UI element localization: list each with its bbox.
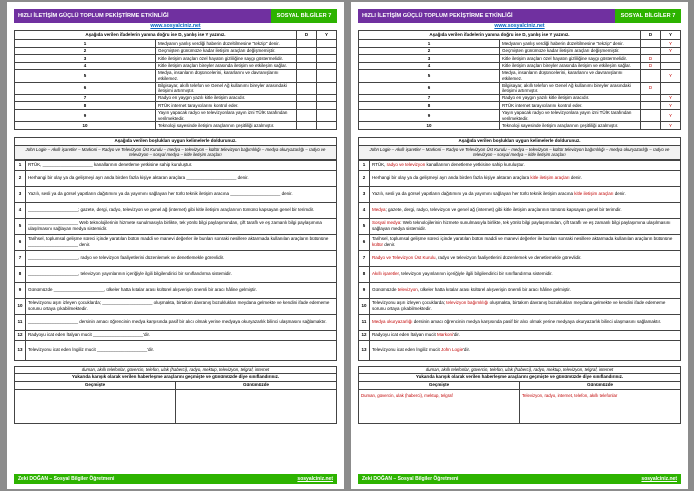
tf-instruction: Aşağıda verilen ifadelerin yanına doğru ise D, yanlış ise Y yazınız. xyxy=(15,31,297,40)
tf-statement: Kitle iletişim araçları bireyler arasında iletişim ve etkileşim sağlar. xyxy=(500,62,641,70)
header-subject: SOSYAL BİLGİLER 7 xyxy=(271,9,337,23)
fill-post: , radyo ve televizyon faaliyetlerini düzenlemek ve denetlemekle görevlidir. xyxy=(435,255,582,261)
fill-post: oluşmakta, birtakım davranış bozuklukları meydana gelmekte ve kendini ifade edememe sorunu ortaya çıkabilmektedir. xyxy=(372,300,666,312)
col-y: Y xyxy=(661,31,681,40)
tf-d-cell[interactable] xyxy=(297,122,317,130)
tf-statement: Medyanın yanlış verdiği haberin düzeltilmesine "tekzip" denir. xyxy=(156,40,297,48)
tf-row xyxy=(359,82,681,94)
tf-d-cell xyxy=(641,40,661,48)
tf-row xyxy=(15,47,337,55)
tf-statement: Bilgisayar, akıllı telefon ve Genel Ağ kullanımı bireyler arasındaki iletişimi artırmıştır. xyxy=(156,82,297,94)
word-bank-table xyxy=(358,137,681,160)
fill-instruction: Aşağıda verilen boşlukları uygun kelimelerle doldurunuz. xyxy=(15,137,337,145)
fill-number: 1 xyxy=(359,160,370,170)
fill-post: , televizyon yayınlarının içeriğiyle ilgili bilgilendirici bir sınıflandırma sistemidir. xyxy=(398,271,553,277)
tf-number: 9 xyxy=(15,109,156,121)
fill-number: 2 xyxy=(15,170,26,186)
tf-d-cell[interactable] xyxy=(297,82,317,94)
fill-number: 6 xyxy=(15,234,26,250)
fill-row xyxy=(15,218,337,234)
tf-instruction: Aşağıda verilen ifadelerin yanına doğru ise D, yanlış ise Y yazınız. xyxy=(359,31,641,40)
classify-instruction: Yukarıda karışık olarak verilen haberleşme araçlarını geçmişte ve günümüzde diye sınıflandırınız. xyxy=(359,373,681,381)
past-answer-cell[interactable] xyxy=(15,389,176,423)
classify-table xyxy=(358,366,681,424)
fill-post: denir. xyxy=(613,191,626,197)
header-title: HIZLI İLETİŞİM GÜÇLÜ TOPLUM PEKİŞTİRME ETKİNLİĞİ xyxy=(14,9,271,23)
fill-row xyxy=(15,266,337,282)
fill-answer: Akıllı işaretler xyxy=(372,271,399,277)
fill-sentence xyxy=(370,170,681,186)
fill-number: 10 xyxy=(15,298,26,314)
tf-d-cell[interactable] xyxy=(297,94,317,102)
site-link[interactable]: www.sosyalciniz.net xyxy=(150,23,201,29)
tf-number: 3 xyxy=(359,55,500,63)
tf-d-cell xyxy=(641,102,661,110)
fill-row xyxy=(359,314,681,330)
past-answer-cell: Duman, güvercin, ulak (haberci), mektup, telgraf xyxy=(359,389,520,423)
header-subject: SOSYAL BİLGİLER 7 xyxy=(615,9,681,23)
fill-post: , ülkeler hatta kıtalar arası kültürel alışverişin önemli bir aracı hâline gelmiştir. xyxy=(417,287,571,293)
tf-y-cell[interactable] xyxy=(317,70,337,82)
tf-d-cell xyxy=(641,70,661,82)
fill-row xyxy=(15,298,337,314)
fill-post: kanallarının denetleme yetkisine sahip kuruluştur. xyxy=(425,162,525,168)
fill-row xyxy=(15,282,337,298)
fill-sentence[interactable]: ____________________, televizyon yayınlarının içeriğiyle ilgili bilgilendirici bir sınıflandırma sistemidir. xyxy=(26,266,337,282)
tf-d-cell[interactable] xyxy=(297,55,317,63)
tf-number: 2 xyxy=(15,47,156,55)
fill-post: denir. xyxy=(569,175,582,181)
fill-pre: Televizyonu aşırı izleyen çocuklarda; xyxy=(372,300,447,306)
tf-row xyxy=(15,122,337,130)
page-footer xyxy=(358,474,681,484)
fill-sentence xyxy=(370,266,681,282)
fill-pre: Tarihsel, toplumsal gelişme süreci içinde yaratılan bütün maddi ve manevi değerler ile bunları sonraki nesillere aktarmada kullanılan araçların bütününe xyxy=(372,236,673,242)
fill-row xyxy=(359,186,681,202)
fill-pre: Yazılı, sesli ya da görsel yapıtların dağıtımını ya da yayımını sağlayan her türlü teknik iletişim aracına xyxy=(372,191,575,197)
fill-answer: Medya okuryazarlığı xyxy=(372,319,413,325)
fill-number: 2 xyxy=(359,170,370,186)
col-today: Günümüzde xyxy=(520,381,681,389)
tf-row xyxy=(359,62,681,70)
tf-statement: Medya, insanların düşüncelerini, kararlarını ve davranışlarını etkilemez. xyxy=(156,70,297,82)
classify-words: duman, akıllı telefonlar, güvercin, telefon, ulak (haberci), radyo, mektup, televizyon, telgraf, internet xyxy=(15,366,337,373)
fill-sentence[interactable]: ____________________, radyo ve televizyon faaliyetlerini düzenlemek ve denetlemekle görevlidir. xyxy=(26,250,337,266)
fill-sentence xyxy=(370,160,681,170)
fill-post: : Web teknolojilerinin hizmete sunulmasıyla birlikte, tek yönlü bilgi paylaşımından, çift taraflı ve eş zamanlı bilgi paylaşımına ulaşılmasını sağlayan medya sistemidir. xyxy=(372,220,671,232)
tf-number: 4 xyxy=(15,62,156,70)
tf-y-cell xyxy=(661,55,681,63)
tf-statement: Radyo en yaygın yazılı kitle iletişim aracıdır. xyxy=(500,94,641,102)
fill-sentence[interactable]: ____________________ dersinin amacı öğrencinin medya karşısında pasif bir alıcı olmak yerine medyaya okuryazarlık bilinci ulaşmasını sağlamaktır. xyxy=(26,314,337,330)
tf-d-cell[interactable] xyxy=(297,40,317,48)
tf-d-cell[interactable] xyxy=(297,70,317,82)
tf-y-cell[interactable] xyxy=(317,62,337,70)
tf-d-cell xyxy=(641,109,661,121)
tf-d-cell[interactable] xyxy=(297,102,317,110)
footer-link[interactable]: sosyalciniz.net xyxy=(297,476,333,482)
fill-number: 13 xyxy=(359,340,370,360)
tf-statement: Geçmişten günümüze kadar iletişim araçları değişmemiştir. xyxy=(500,47,641,55)
tf-row xyxy=(15,55,337,63)
fill-answer: kitle iletişim araçları xyxy=(574,191,614,197)
page-header xyxy=(358,9,681,23)
fill-row xyxy=(15,186,337,202)
true-false-table xyxy=(358,30,681,130)
fill-post: 'dir. xyxy=(463,347,470,353)
tf-y-cell: Y xyxy=(661,94,681,102)
fill-sentence xyxy=(370,234,681,250)
tf-d-cell[interactable] xyxy=(297,62,317,70)
tf-y-cell[interactable] xyxy=(317,102,337,110)
footer-author: Zeki DOĞAN – Sosyal Bilgiler Öğretmeni xyxy=(362,476,459,482)
fill-number: 9 xyxy=(15,282,26,298)
fill-sentence[interactable]: Herhangi bir olay ya da gelişmeyi ayrı anda birden fazla kişiye aktaran araçlara ____________________ denir. xyxy=(26,170,337,186)
fill-number: 5 xyxy=(15,218,26,234)
fill-row xyxy=(15,160,337,170)
tf-number: 6 xyxy=(15,82,156,94)
fill-post: ; gazete, dergi, radyo, televizyon ve genel ağ (internet) gibi kitle iletişim araçlarının tümünü kapsayan genel bir terimdir. xyxy=(385,207,622,213)
tf-number: 2 xyxy=(359,47,500,55)
fill-sentence xyxy=(370,186,681,202)
tf-statement: Kitle iletişim araçları özel hayatın gizliliğine saygı göstermelidir. xyxy=(156,55,297,63)
fill-number: 5 xyxy=(359,218,370,234)
tf-number: 1 xyxy=(359,40,500,48)
fill-row xyxy=(359,298,681,314)
fill-number: 4 xyxy=(15,202,26,218)
fill-sentence xyxy=(370,330,681,340)
fill-number: 11 xyxy=(359,314,370,330)
tf-number: 4 xyxy=(359,62,500,70)
word-bank: John Logie – Akıllı işaretler – Markoni – Radyo ve Televizyon Üst Kurulu – medya – televizyon – kültür televizyon bağımlılığı – medya okuryazarlığı – radyo ve televizyon – sosyal medya – kitle iletişim araçları xyxy=(359,145,681,159)
fill-row xyxy=(359,202,681,218)
tf-row xyxy=(359,102,681,110)
fill-blank-table xyxy=(14,160,337,361)
classify-words: duman, akıllı telefonlar, güvercin, telefon, ulak (haberci), radyo, mektup, televizyon, telgraf, internet xyxy=(359,366,681,373)
classify-instruction: Yukarıda karışık olarak verilen haberleşme araçlarını geçmişte ve günümüzde diye sınıflandırınız. xyxy=(15,373,337,381)
fill-number: 7 xyxy=(359,250,370,266)
tf-row xyxy=(359,122,681,130)
tf-statement: Kitle iletişim araçları özel hayatın gizliliğine saygı göstermelidir. xyxy=(500,55,641,63)
tf-row xyxy=(359,47,681,55)
fill-number: 12 xyxy=(15,330,26,340)
tf-number: 6 xyxy=(359,82,500,94)
word-bank-table xyxy=(14,137,337,160)
tf-row xyxy=(15,102,337,110)
tf-statement: RTÜK internet tarayıcılarını kontrol eder. xyxy=(156,102,297,110)
fill-number: 4 xyxy=(359,202,370,218)
tf-y-cell: Y xyxy=(661,102,681,110)
fill-number: 8 xyxy=(15,266,26,282)
fill-blank-table xyxy=(358,160,681,361)
tf-number: 8 xyxy=(359,102,500,110)
tf-number: 3 xyxy=(15,55,156,63)
fill-row xyxy=(359,340,681,360)
fill-row xyxy=(359,330,681,340)
tf-row xyxy=(359,40,681,48)
fill-pre: RTÜK, xyxy=(372,162,387,168)
fill-pre: Televizyonu icat eden İngiliz mucit xyxy=(372,347,442,353)
fill-sentence[interactable]: Radyoyu icat eden İtalyan mucit ____________________'dir. xyxy=(26,330,337,340)
fill-sentence xyxy=(370,298,681,314)
tf-row xyxy=(359,109,681,121)
fill-pre: Herhangi bir olay ya da gelişmeyi ayrı anda birden fazla kişiye aktaran araçlara xyxy=(372,175,531,181)
fill-number: 7 xyxy=(15,250,26,266)
footer-author: Zeki DOĞAN – Sosyal Bilgiler Öğretmeni xyxy=(18,476,115,482)
tf-statement: Teknoloji sayesinde iletişim araçlarının çeşitliliği azalmıştır. xyxy=(500,122,641,130)
fill-row xyxy=(15,234,337,250)
tf-y-cell: Y xyxy=(661,40,681,48)
tf-y-cell: Y xyxy=(661,47,681,55)
fill-post: 'dir. xyxy=(453,332,460,338)
today-answer-cell: Televizyon, radyo, internet, telefon, akıllı telefonlar xyxy=(520,389,681,423)
today-answer-cell[interactable] xyxy=(176,389,337,423)
fill-answer: Radyo ve Televizyon Üst Kurulu xyxy=(372,255,436,261)
fill-row xyxy=(359,250,681,266)
fill-number: 12 xyxy=(359,330,370,340)
tf-statement: Geçmişten günümüze kadar iletişim araçları değişmemiştir. xyxy=(156,47,297,55)
tf-row xyxy=(359,55,681,63)
tf-number: 5 xyxy=(359,70,500,82)
page-header xyxy=(14,9,337,23)
tf-row xyxy=(359,70,681,82)
tf-y-cell[interactable] xyxy=(317,94,337,102)
tf-y-cell xyxy=(661,62,681,70)
tf-number: 5 xyxy=(15,70,156,82)
tf-row xyxy=(15,62,337,70)
tf-row xyxy=(15,70,337,82)
fill-row xyxy=(359,282,681,298)
col-today: Günümüzde xyxy=(176,381,337,389)
fill-answer: radyo ve televizyon xyxy=(386,162,426,168)
fill-number: 3 xyxy=(359,186,370,202)
fill-sentence[interactable]: Günümüzde ____________________, ülkeler hatta kıtalar arası kültürel alışverişin önemli bir aracı hâline gelmiştir. xyxy=(26,282,337,298)
tf-number: 1 xyxy=(15,40,156,48)
fill-answer: John Logie xyxy=(441,347,464,353)
fill-sentence[interactable]: RTÜK, ____________________ kanallarının denetleme yetkisine sahip kuruluştur. xyxy=(26,160,337,170)
fill-post: dersinin amacı öğrencinin medya karşısında pasif bir alıcı olmak yerine medyaya okuryazarlık bilinci ulaşmasını sağlamaktır. xyxy=(412,319,662,325)
fill-sentence xyxy=(370,340,681,360)
tf-d-cell: D xyxy=(641,82,661,94)
tf-statement: Bilgisayar, akıllı telefon ve Genel Ağ kullanımı bireyler arasındaki iletişimi artırmıştır. xyxy=(500,82,641,94)
fill-sentence[interactable]: ____________________; gazete, dergi, radyo, televizyon ve genel ağ (internet) gibi kitle iletişim araçlarının tümünü kapsayan genel bir terimdir. xyxy=(26,202,337,218)
tf-d-cell: D xyxy=(641,62,661,70)
tf-y-cell[interactable] xyxy=(317,82,337,94)
fill-row xyxy=(359,160,681,170)
col-d: D xyxy=(641,31,661,40)
fill-number: 13 xyxy=(15,340,26,360)
fill-number: 10 xyxy=(359,298,370,314)
col-d: D xyxy=(297,31,317,40)
fill-sentence xyxy=(370,250,681,266)
fill-sentence[interactable]: Televizyonu icat eden İngiliz mucit ____________________'dir. xyxy=(26,340,337,360)
fill-sentence xyxy=(370,202,681,218)
tf-row xyxy=(359,94,681,102)
header-title: HIZLI İLETİŞİM GÜÇLÜ TOPLUM PEKİŞTİRME ETKİNLİĞİ xyxy=(358,9,615,23)
col-past: Geçmişte xyxy=(15,381,176,389)
tf-y-cell[interactable] xyxy=(317,122,337,130)
fill-pre: Günümüzde xyxy=(372,287,398,293)
tf-row xyxy=(15,94,337,102)
fill-number: 3 xyxy=(15,186,26,202)
true-false-table xyxy=(14,30,337,130)
tf-y-cell: Y xyxy=(661,122,681,130)
fill-number: 1 xyxy=(15,160,26,170)
tf-statement: Yayın yapacak radyo ve televizyonlara yayın izni TÜİK tarafından verilmektedir. xyxy=(500,109,641,121)
tf-d-cell[interactable] xyxy=(297,47,317,55)
tf-y-cell[interactable] xyxy=(317,55,337,63)
fill-row xyxy=(359,234,681,250)
tf-row xyxy=(15,40,337,48)
fill-row xyxy=(359,266,681,282)
fill-answer: televizyon bağımlılığı xyxy=(446,300,489,306)
site-link[interactable]: www.sosyalciniz.net xyxy=(494,23,545,29)
worksheet-page-answers xyxy=(351,2,688,489)
col-y: Y xyxy=(317,31,337,40)
page-footer xyxy=(14,474,337,484)
fill-row xyxy=(359,218,681,234)
tf-y-cell[interactable] xyxy=(317,47,337,55)
tf-number: 7 xyxy=(15,94,156,102)
tf-y-cell[interactable] xyxy=(317,40,337,48)
fill-sentence[interactable]: Televizyonu aşırı izleyen çocuklarda; ____________________ oluşmakta, birtakım davranış bozuklukları meydana gelmekte ve kendini ifade edememe sorunu ortaya çıkabilmektedir. xyxy=(26,298,337,314)
tf-statement: Teknoloji sayesinde iletişim araçlarının çeşitliliği azalmıştır. xyxy=(156,122,297,130)
col-past: Geçmişte xyxy=(359,381,520,389)
fill-row xyxy=(15,314,337,330)
tf-number: 7 xyxy=(359,94,500,102)
fill-number: 9 xyxy=(359,282,370,298)
tf-row xyxy=(15,82,337,94)
tf-d-cell xyxy=(641,122,661,130)
fill-sentence[interactable]: Yazılı, sesli ya da görsel yapıtların dağıtımını ya da yayımını sağlayan her türlü teknik iletişim aracına ____________________ denir. xyxy=(26,186,337,202)
tf-d-cell[interactable] xyxy=(297,109,317,121)
fill-sentence xyxy=(370,282,681,298)
tf-statement: Radyo en yaygın yazılı kitle iletişim aracıdır. xyxy=(156,94,297,102)
tf-row xyxy=(15,109,337,121)
tf-number: 8 xyxy=(15,102,156,110)
classify-table xyxy=(14,366,337,424)
tf-statement: RTÜK internet tarayıcılarını kontrol eder. xyxy=(500,102,641,110)
tf-number: 10 xyxy=(359,122,500,130)
fill-answer: televizyon xyxy=(397,287,418,293)
fill-number: 6 xyxy=(359,234,370,250)
tf-number: 10 xyxy=(15,122,156,130)
tf-statement: Medyanın yanlış verdiği haberin düzeltilmesine "tekzip" denir. xyxy=(500,40,641,48)
fill-sentence[interactable]: Tarihsel, toplumsal gelişme süreci içinde yaratılan bütün maddi ve manevi değerler ile bunları sonraki nesillere aktarmada kullanılan araçların bütününe ____________________ denir. xyxy=(26,234,337,250)
fill-answer: Medya xyxy=(372,207,386,213)
fill-number: 8 xyxy=(359,266,370,282)
fill-number: 11 xyxy=(15,314,26,330)
tf-statement: Medya, insanların düşüncelerini, kararlarını ve davranışlarını etkilemez. xyxy=(500,70,641,82)
fill-row xyxy=(15,340,337,360)
fill-answer: kültür xyxy=(372,242,384,248)
fill-sentence xyxy=(370,314,681,330)
tf-statement: Yayın yapacak radyo ve televizyonlara yayın izni TÜİK tarafından verilmektedir. xyxy=(156,109,297,121)
fill-row xyxy=(359,170,681,186)
fill-sentence xyxy=(370,218,681,234)
fill-instruction: Aşağıda verilen boşlukları uygun kelimelerle doldurunuz. xyxy=(359,137,681,145)
worksheet-page-blank xyxy=(7,2,344,489)
tf-y-cell[interactable] xyxy=(317,109,337,121)
tf-statement: Kitle iletişim araçları bireyler arasında iletişim ve etkileşim sağlar. xyxy=(156,62,297,70)
tf-y-cell xyxy=(661,82,681,94)
tf-y-cell: Y xyxy=(661,70,681,82)
fill-row xyxy=(15,202,337,218)
fill-row xyxy=(15,250,337,266)
fill-row xyxy=(15,170,337,186)
tf-number: 9 xyxy=(359,109,500,121)
fill-sentence[interactable]: ____________________ Web teknolojilerinin hizmete sunulmasıyla birlikte, tek yönlü bilgi paylaşımından, çift taraflı ve eş zamanlı bilgi paylaşımına ulaşılmasını sağlayan medya sistemidir. xyxy=(26,218,337,234)
tf-d-cell xyxy=(641,47,661,55)
word-bank: John Logie – Akıllı işaretler – Markoni – Radyo ve Televizyon Üst Kurulu – medya – televizyon – kültür televizyon bağımlılığı – medya okuryazarlığı – radyo ve televizyon – sosyal medya – kitle iletişim araçları xyxy=(15,145,337,159)
tf-y-cell: Y xyxy=(661,109,681,121)
footer-link[interactable]: sosyalciniz.net xyxy=(641,476,677,482)
tf-d-cell xyxy=(641,94,661,102)
fill-row xyxy=(15,330,337,340)
fill-post: denir. xyxy=(383,242,396,248)
tf-d-cell: D xyxy=(641,55,661,63)
fill-answer: kitle iletişim araçları xyxy=(530,175,570,181)
fill-answer: Sosyal medya xyxy=(372,220,401,226)
fill-answer: Markoni xyxy=(437,332,454,338)
fill-pre: Radyoyu icat eden İtalyan mucit xyxy=(372,332,438,338)
